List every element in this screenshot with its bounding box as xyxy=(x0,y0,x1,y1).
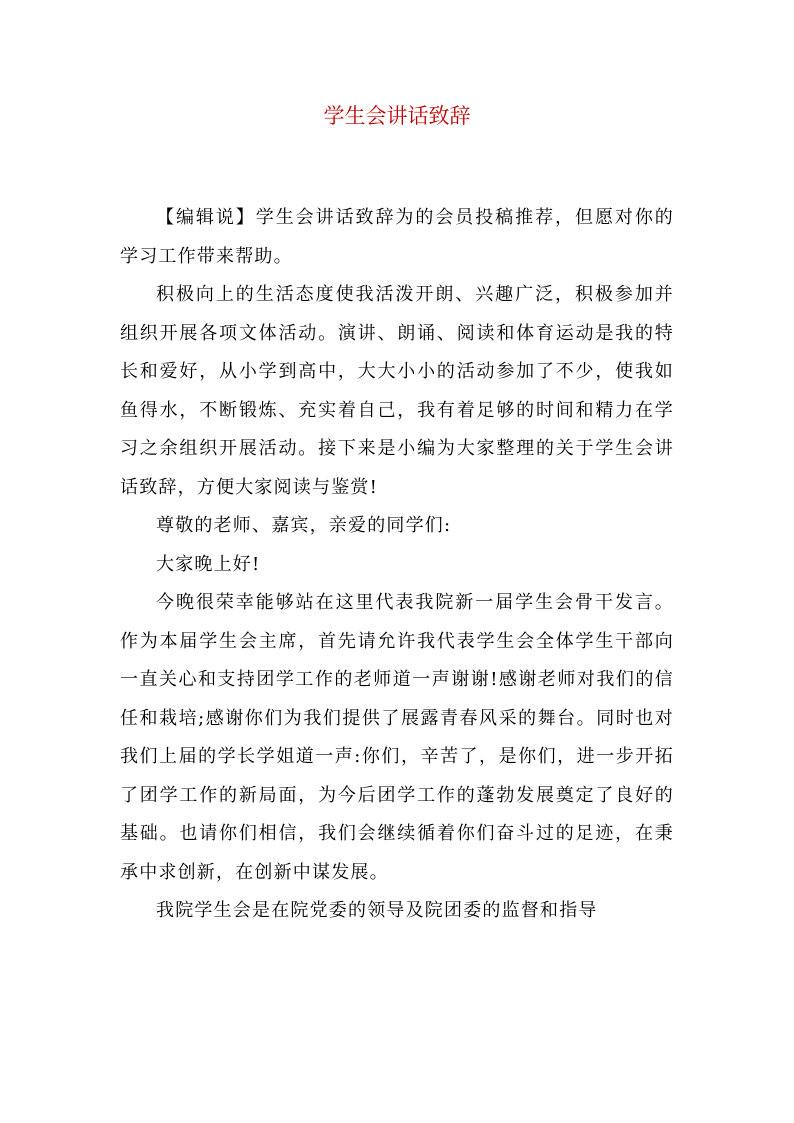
paragraph-speech-opening: 今晚很荣幸能够站在这里代表我院新一届学生会骨干发言。作为本届学生会主席，首先请允许我代表学生会全体学生干部向一直关心和支持团学工作的老师道一声谢谢!感谢老师对我们的信任和栽培;感谢你们为我们提供了展露青春风采的舞台。同时也对我们上届的学长学姐道一声:你们，辛苦了，是你们，进一步开拓了团学工作的新局面，为今后团学工作的蓬勃发展奠定了良好的基础。也请你们相信，我们会继续循着你们奋斗过的足迹，在秉承中求创新，在创新中谋发展。 xyxy=(120,592,674,883)
paragraph-editor-note: 【编辑说】学生会讲话致辞为的会员投稿推荐，但愿对你的学习工作带来帮助。 xyxy=(120,207,674,267)
document-body xyxy=(120,199,674,931)
document-title: 学生会讲话致辞 xyxy=(323,104,471,128)
paragraph-intro: 积极向上的生活态度使我活泼开朗、兴趣广泛，积极参加并组织开展各项文体活动。演讲、朗诵、阅读和体育运动是我的特长和爱好，从小学到高中，大大小小的活动参加了不少，使我如鱼得水，不断锻炼、充实着自己，我有着足够的时间和精力在学习之余组织开展活动。接下来是小编为大家整理的关于学生会讲话致辞，方便大家阅读与鉴赏! xyxy=(120,284,674,498)
paragraph-salutation: 尊敬的老师、嘉宾，亲爱的同学们: xyxy=(156,515,452,536)
paragraph-student-union: 我院学生会是在院党委的领导及院团委的监督和指导 xyxy=(156,900,598,921)
paragraph-greeting: 大家晚上好! xyxy=(156,553,261,575)
